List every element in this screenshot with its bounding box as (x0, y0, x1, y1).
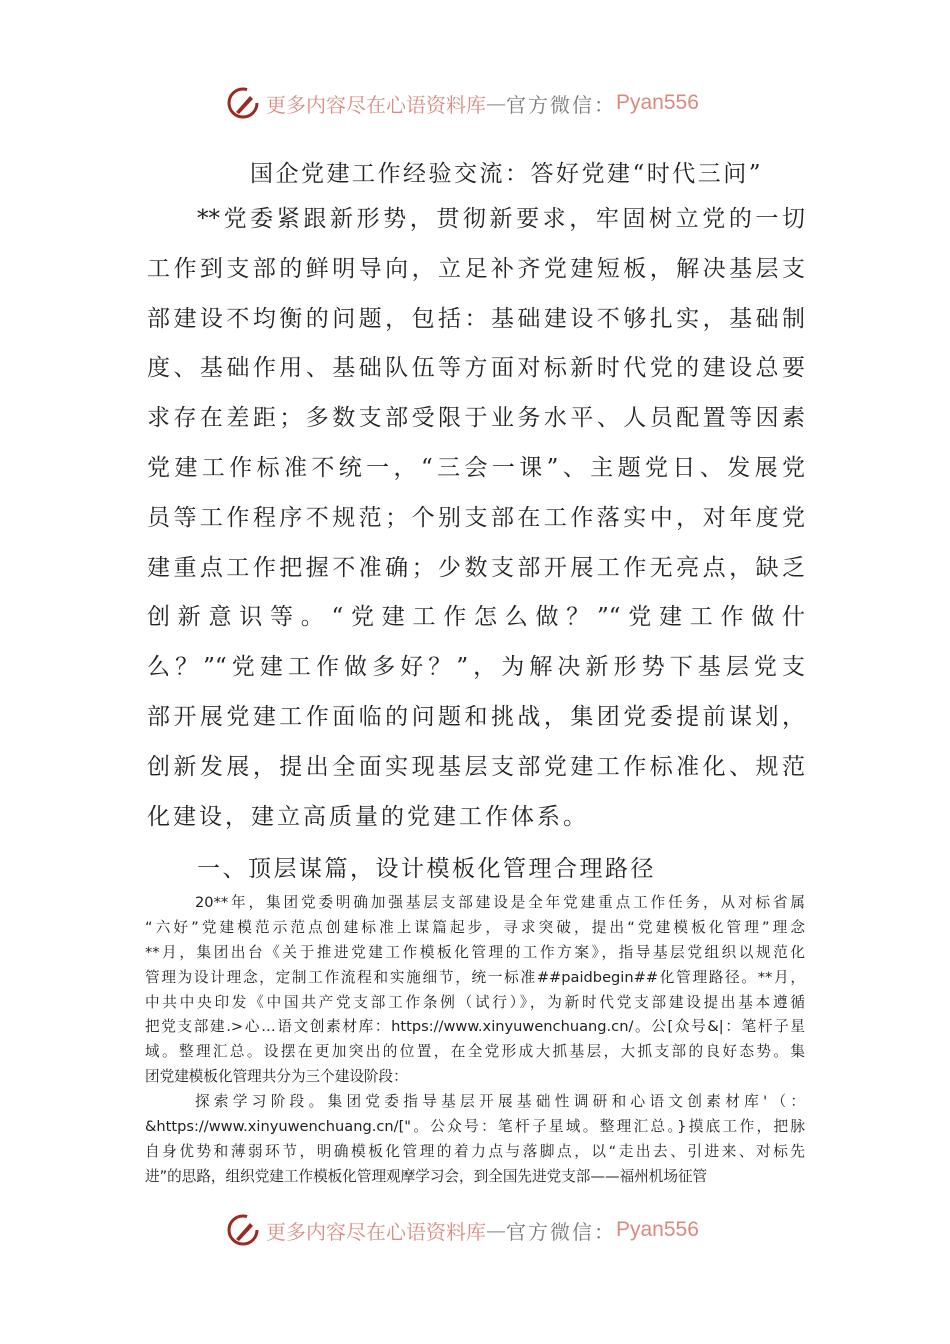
text-line: “六好”党建模范示范点创建标准上谋篇起步，寻求突破，提出“党建模板化管理”理念 (145, 918, 805, 936)
watermark-wechat-label: 官方微信： (506, 1219, 616, 1244)
text-line: 进”的思路，组织党建工作模板化管理观摩学习会，到全国先进党支部——福州机场征管 (145, 1167, 708, 1185)
watermark-separator: — (486, 1218, 506, 1242)
text-line: **党委紧跟新形势，贯彻新要求，牢固树立党的一切 (197, 206, 805, 232)
text-line: 域。整理汇总。设摆在更加突出的位置，在全党形成大抓基层，大抓支部的良好态势。集 (145, 1043, 805, 1061)
intro-paragraph (147, 195, 805, 842)
text-line: 党建工作标准不统一，“三会一课”、主题党日、发展党 (147, 454, 805, 481)
text-line: &https://www.xinyuwenchuang.cn/["。公众号：笔杆子星域。整理汇总。}摸底工作，把脉 (145, 1117, 805, 1135)
watermark-brand: 更多内容尽在心语资料库 (266, 92, 486, 117)
body-paragraph-1 (145, 891, 805, 1090)
text-line: 求存在差距；多数支部受限于业务水平、人员配置等因素 (147, 405, 805, 432)
text-line: 团党建模板化管理共分为三个建设阶段： (145, 1068, 408, 1086)
body-paragraph-2 (145, 1090, 805, 1190)
text-line: 度、基础作用、基础队伍等方面对标新时代党的建设总要 (147, 355, 805, 382)
text-line: **月，集团出台《关于推进党建工作模板化管理的工作方案》，指导基层党组织以规范化 (145, 943, 805, 961)
text-line: 么？”“党建工作做多好？”，为解决新形势下基层党支 (147, 654, 805, 681)
watermark-wechat-label: 官方微信： (506, 92, 616, 117)
watermark-brand: 更多内容尽在心语资料库 (266, 1219, 486, 1244)
text-line: 中共中央印发《中国共产党支部工作条例（试行）》，为新时代党支部建设提出基本遵循 (145, 993, 805, 1011)
text-line: 20**年，集团党委明确加强基层支部建设是全年党建重点工作任务，从对标省属 (195, 894, 805, 911)
footer-watermark (226, 1212, 699, 1248)
text-line: 创新意识等。“党建工作怎么做？”“党建工作做什 (147, 604, 805, 631)
document-title: 国企党建工作经验交流：答好党建“时代三问” (250, 161, 764, 187)
watermark-wechat-id: Pyan556 (616, 1218, 699, 1241)
watermark-wechat-id: Pyan556 (616, 91, 699, 114)
text-line: 化建设，建立高质量的党建工作体系。 (147, 803, 589, 830)
text-line: 建重点工作把握不准确；少数支部开展工作无亮点，缺乏 (147, 554, 805, 581)
pen-logo-icon (226, 1213, 260, 1247)
text-line: 创新发展，提出全面实现基层支部党建工作标准化、规范 (147, 753, 805, 780)
text-line: 管理为设计理念，定制工作流程和实施细节，统一标准##paidbegin##化管理路径。**月， (145, 968, 805, 986)
pen-logo-icon (226, 86, 260, 120)
text-line: 把党支部建.>心…语文创素材库：https://www.xinyuwenchuang.cn/。公[众号&|：笔杆子星 (145, 1018, 805, 1036)
text-line: 工作到支部的鲜明导向，立足补齐党建短板，解决基层支 (147, 255, 805, 282)
section-heading: 一、顶层谋篇，设计模板化管理合理路径 (197, 856, 656, 882)
header-watermark (226, 85, 699, 121)
text-line: 自身优势和薄弱环节，明确模板化管理的着力点与落脚点，以“走出去、引进来、对标先 (145, 1142, 805, 1160)
text-line: 探索学习阶段。集团党委指导基层开展基础性调研和心语文创素材库'（： (195, 1093, 805, 1110)
text-line: 部建设不均衡的问题，包括：基础建设不够扎实，基础制 (147, 305, 805, 332)
watermark-separator: — (486, 91, 506, 115)
text-line: 员等工作程序不规范；个别支部在工作落实中，对年度党 (147, 504, 805, 531)
text-line: 部开展党建工作面临的问题和挑战，集团党委提前谋划， (147, 703, 805, 730)
